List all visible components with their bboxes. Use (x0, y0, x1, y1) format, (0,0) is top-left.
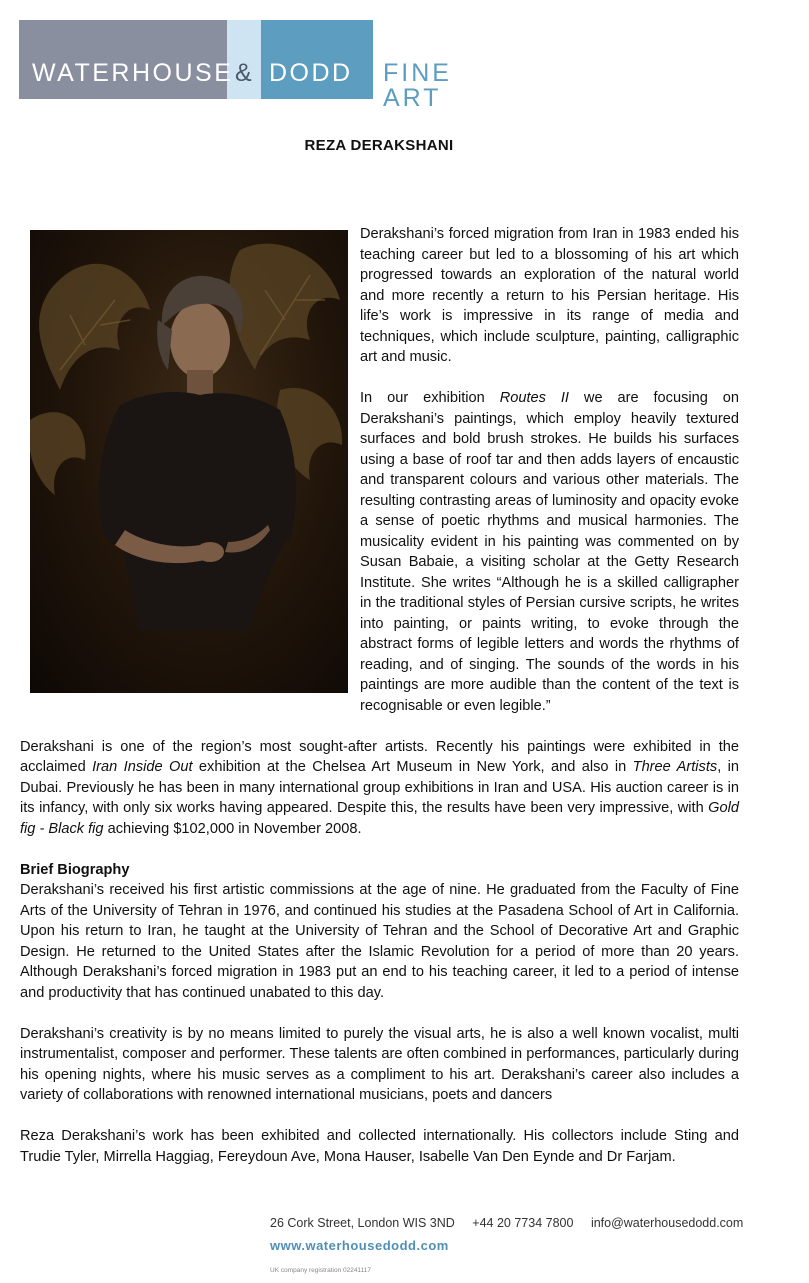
text-segment: exhibition at the Chelsea Art Museum in New York, and also in (192, 759, 633, 775)
exhibition-title: Iran Inside Out (92, 759, 193, 775)
exhibition-title: Three Artists (632, 759, 718, 775)
footer-phone: +44 20 7734 7800 (472, 1216, 574, 1230)
footer-email[interactable]: info@waterhousedodd.com (590, 1216, 744, 1230)
paragraph-intro: Derakshani’s forced migration from Iran in 1983 ended his teaching career but led to a blossoming of his art which progressed towards an exploration of the natural world and more recently a return to his Persian heritage. His life’s work is impressive in its range of media and techniques, which include sculpture, painting, calligraphic art and music. (360, 226, 739, 365)
paragraph-biography (20, 860, 739, 1004)
footer-contact-line (270, 1216, 757, 1230)
text-segment: we are focusing on Derakshani’s paintings, which employ heavily textured surfaces and bold brush strokes. He builds his surfaces using a base of roof tar and then adds layers of encaustic and transparent colours and various other materials. The resulting contrasting areas of luminosity and opacity evoke a sense of poetic rhythms and musical harmonies. The musicality evident in his painting was commented on by Susan Babaie, a visiting scholar at the Getty Research Institute. She writes “Although he is a skilled calligrapher in the traditional styles of Persian cursive scripts, he writes into painting, or paints writing, to evoke through the abstract forms of legible letters and words the rhythms of reading, and of singing. The sounds of the words in his paintings are more audible than the content of the text is recognisable or even legible.” (360, 390, 740, 714)
logo-text-waterhouse: WATERHOUSE (32, 59, 234, 87)
exhibition-title: Routes II (499, 390, 569, 406)
footer-address: 26 Cork Street, London WIS 3ND (270, 1216, 455, 1230)
paragraph-creativity: Derakshani’s creativity is by no means limited to purely the visual arts, he is also a well known vocalist, multi instrumentalist, composer and performer. These talents are often combined in performances, particularly during his opening nights, where his music serves as a compliment to his art. Derakshani’s career also includes a variety of collaborations with renowned international musicians, poets and dancers (20, 1025, 739, 1103)
logo-text-fine-art: FINE ART (383, 59, 452, 112)
logo-text-dodd: DODD (269, 59, 353, 87)
logo-text-ampersand: & (235, 59, 255, 87)
portrait-float-space (20, 224, 360, 696)
biography-heading: Brief Biography (20, 861, 130, 878)
footer-website-link[interactable]: www.waterhousedodd.com (270, 1238, 449, 1253)
text-segment: Derakshani is one of the region’s most sought-after artists. Recently his paintings were exhibited in the acclaimed (20, 738, 739, 775)
text-segment: In our exhibition (360, 390, 500, 406)
artwork-title: Gold fig - Black fig (20, 800, 739, 837)
article-body (20, 224, 739, 1188)
paragraph-market (20, 737, 739, 840)
text-segment: Derakshani’s received his first artistic commissions at the age of nine. He graduated from the Faculty of Fine Arts of the University of Tehran in 1976, and continued his studies at the Pasadena School of Art in California. Upon his return to Iran, he taught at the University of Tehran and the School of Decorative Art and Graphic Design. He returned to the United States after the Islamic Revolution for a period of more than 20 years. Although Derakshani’s forced migration in 1983 put an end to his teaching career, it led to a period of intense and productivity that has continued unabated to this day. (20, 882, 739, 1001)
footer-registration: UK company registration 02241117 (270, 1267, 371, 1274)
text-segment: , in Dubai. Previously he has been in many international group exhibitions in Iran and USA. His auction career is in its infancy, with only six works having appeared. Despite this, the results have been very impressive, with (20, 759, 739, 816)
page-title: REZA DERAKSHANI (304, 137, 454, 154)
paragraph-collectors: Reza Derakshani’s work has been exhibited and collected internationally. His collectors include Sting and Trudie Tyler, Mirrella Haggiag, Fereydoun Ave, Mona Hauser, Isabelle Van Den Eynde and Dr Farjam. (20, 1128, 739, 1165)
text-segment: achieving $102,000 in November 2008. (103, 820, 362, 837)
